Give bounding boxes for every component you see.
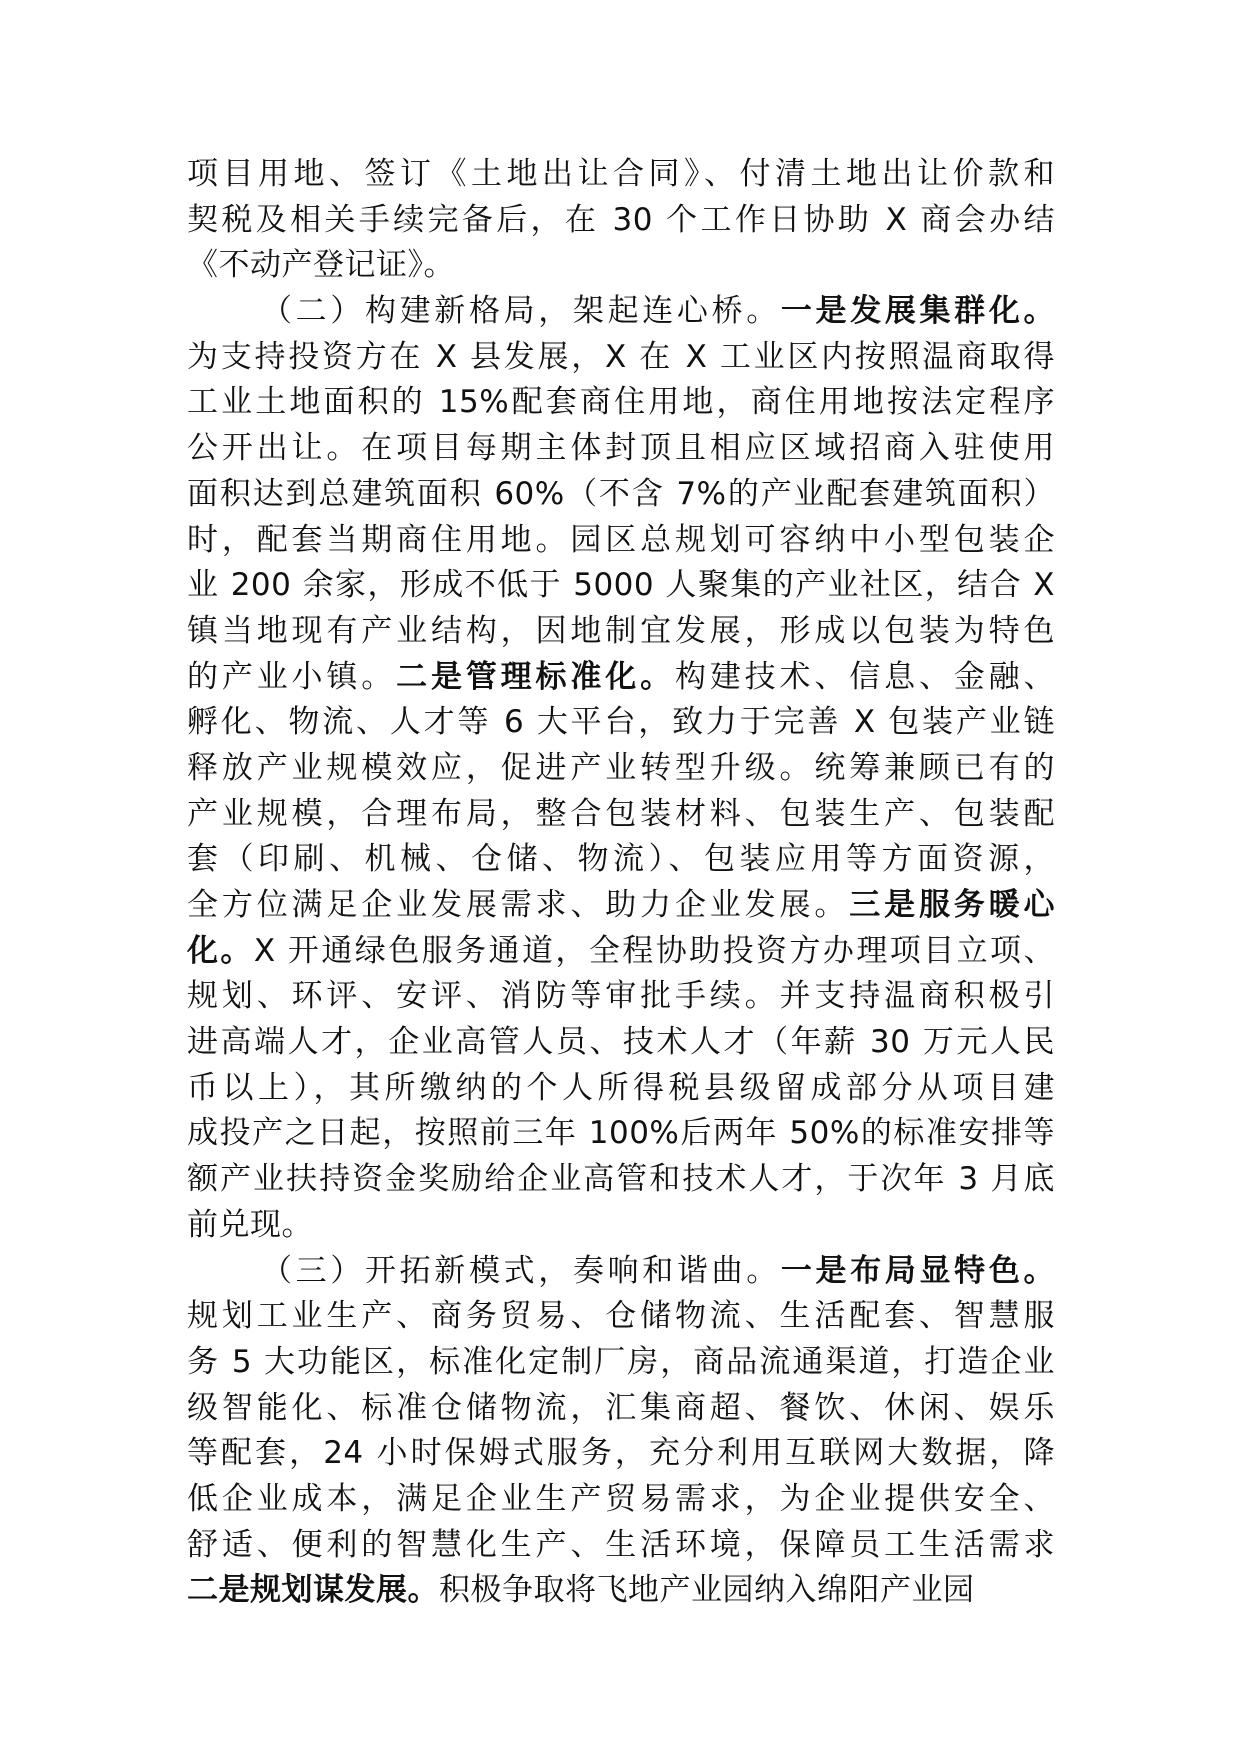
text-line bbox=[187, 974, 1055, 1020]
text-line bbox=[187, 1523, 1055, 1569]
text-line bbox=[187, 1111, 1055, 1157]
bold-heading-text: 一是发展集群化。 bbox=[780, 293, 1056, 330]
document-body bbox=[187, 152, 1055, 1614]
text-line bbox=[187, 609, 1055, 655]
body-text: 镇当地现有产业结构，因地制宜发展，形成以包装为特色 bbox=[187, 612, 1055, 649]
body-text: 产业规模，合理布局，整合包装材料、包装生产、包装配 bbox=[187, 795, 1055, 832]
text-line bbox=[187, 1020, 1055, 1066]
body-text: 规划工业生产、商务贸易、仓储物流、生活配套、智慧服 bbox=[187, 1298, 1055, 1335]
body-text: 时，配套当期商住用地。园区总规划可容纳中小型包装企 bbox=[187, 521, 1055, 558]
text-line bbox=[187, 837, 1055, 883]
text-line bbox=[187, 883, 1055, 929]
body-text: 工业土地面积的 15%配套商住用地，商住用地按法定程序 bbox=[187, 384, 1055, 421]
body-text: 低企业成本，满足企业生产贸易需求，为企业提供安全、 bbox=[187, 1480, 1055, 1517]
body-text: X 开通绿色服务通道，全程协助投资方办理项目立项、 bbox=[253, 932, 1055, 969]
paragraph bbox=[187, 1249, 1055, 1615]
body-text: 额产业扶持资金奖励给企业高管和技术人才，于次年 3 月底 bbox=[187, 1161, 1055, 1198]
body-text: 前兑现。 bbox=[187, 1206, 313, 1243]
body-text: 业 200 余家，形成不低于 5000 人聚集的产业社区，结合 X bbox=[187, 567, 1055, 604]
text-line bbox=[187, 1066, 1055, 1112]
text-line bbox=[187, 1477, 1055, 1523]
bold-heading-text: 化。 bbox=[187, 932, 254, 969]
body-text: 币以上），其所缴纳的个人所得税县级留成部分从项目建 bbox=[187, 1069, 1055, 1106]
text-line bbox=[187, 243, 1055, 289]
text-line bbox=[187, 289, 1055, 335]
body-text: 积极争取将飞地产业园纳入绵阳产业园 bbox=[439, 1572, 975, 1609]
text-line bbox=[187, 1294, 1055, 1340]
body-text: 释放产业规模效应，促进产业转型升级。统筹兼顾已有的 bbox=[187, 749, 1055, 786]
body-text: 全方位满足企业发展需求、助力企业发展。 bbox=[187, 887, 850, 923]
body-text: （三）开拓新模式，奏响和谐曲。 bbox=[261, 1252, 781, 1289]
bold-heading-text: 二是管理标准化。 bbox=[396, 658, 675, 695]
text-line bbox=[187, 1157, 1055, 1203]
body-text: （二）构建新格局，架起连心桥。 bbox=[261, 293, 781, 330]
text-line bbox=[187, 1340, 1055, 1386]
body-text: 的产业小镇。 bbox=[187, 658, 397, 695]
text-line bbox=[187, 929, 1055, 975]
text-line bbox=[187, 563, 1055, 609]
bold-heading-text: 三是服务暖心 bbox=[849, 887, 1056, 923]
text-line bbox=[187, 655, 1055, 701]
text-line bbox=[187, 1203, 1055, 1249]
body-text: 等配套，24 小时保姆式服务，充分利用互联网大数据，降 bbox=[187, 1435, 1055, 1472]
body-text: 构建技术、信息、金融、 bbox=[674, 658, 1056, 695]
body-text: 契税及相关手续完备后，在 30 个工作日协助 X 商会办结 bbox=[187, 201, 1055, 238]
text-line bbox=[187, 1431, 1055, 1477]
body-text: 规划、环评、安评、消防等审批手续。并支持温商积极引 bbox=[187, 978, 1055, 1015]
body-text: 面积达到总建筑面积 60%（不含 7%的产业配套建筑面积） bbox=[187, 475, 1055, 512]
paragraph bbox=[187, 289, 1055, 1248]
text-line bbox=[187, 1386, 1055, 1432]
text-line bbox=[187, 792, 1055, 838]
body-text: 级智能化、标准仓储物流，汇集商超、餐饮、休闲、娱乐 bbox=[187, 1389, 1055, 1426]
body-text: 务 5 大功能区，标准化定制厂房，商品流通渠道，打造企业 bbox=[187, 1343, 1055, 1380]
body-text: 公开出让。在项目每期主体封顶且相应区域招商入驻使用 bbox=[187, 430, 1055, 467]
text-line bbox=[187, 198, 1055, 244]
bold-heading-text: 一是布局显特色。 bbox=[780, 1252, 1056, 1289]
text-line bbox=[187, 152, 1055, 198]
text-line bbox=[187, 746, 1055, 792]
body-text: 套（印刷、机械、仓储、物流）、包装应用等方面资源， bbox=[187, 841, 1055, 878]
text-line bbox=[187, 1249, 1055, 1295]
text-line bbox=[187, 472, 1055, 518]
bold-heading-text: 二是规划谋发展。 bbox=[187, 1572, 439, 1609]
text-line bbox=[187, 426, 1055, 472]
text-line bbox=[187, 1568, 1055, 1614]
text-line bbox=[187, 518, 1055, 564]
body-text: 舒适、便利的智慧化生产、生活环境，保障员工生活需求 bbox=[187, 1526, 1055, 1563]
body-text: 《不动产登记证》。 bbox=[187, 247, 455, 284]
body-text: 项目用地、签订《土地出让合同》、付清土地出让价款和 bbox=[187, 156, 1055, 192]
body-text: 成投产之日起，按照前三年 100%后两年 50%的标准安排等 bbox=[187, 1115, 1055, 1152]
body-text: 为支持投资方在 X 县发展，X 在 X 工业区内按照温商取得 bbox=[187, 338, 1055, 375]
text-line bbox=[187, 335, 1055, 381]
text-line bbox=[187, 380, 1055, 426]
paragraph bbox=[187, 152, 1055, 289]
text-line bbox=[187, 700, 1055, 746]
body-text: 孵化、物流、人才等 6 大平台，致力于完善 X 包装产业链 bbox=[187, 704, 1055, 741]
body-text: 进高端人才，企业高管人员、技术人才（年薪 30 万元人民 bbox=[187, 1024, 1055, 1061]
